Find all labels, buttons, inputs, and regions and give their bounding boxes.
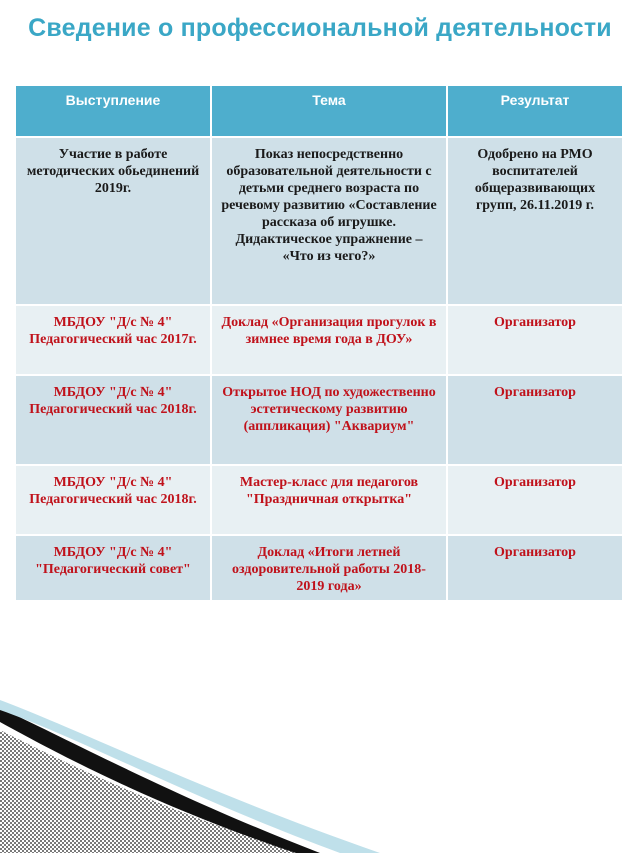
cell-vystuplenie: МБДОУ "Д/с № 4" Педагогический час 2017г. <box>15 305 211 375</box>
table-row <box>15 305 623 375</box>
cell-rezultat: Организатор <box>447 375 623 465</box>
cell-rezultat: Организатор <box>447 465 623 535</box>
cell-tema: Доклад «Итоги летней оздоровительной работы 2018-2019 года» <box>211 535 447 601</box>
cell-rezultat: Одобрено на РМО воспитателей общеразвивающих групп, 26.11.2019 г. <box>447 137 623 305</box>
page-title: Сведение о профессиональной деятельности <box>28 14 612 42</box>
cell-vystuplenie: МБДОУ "Д/с № 4" "Педагогический совет" <box>15 535 211 601</box>
cell-tema: Открытое НОД по художественно эстетическому развитию (аппликация) "Аквариум" <box>211 375 447 465</box>
cell-vystuplenie: Участие в работе методических обьединений 2019г. <box>15 137 211 305</box>
table-row <box>15 375 623 465</box>
decorative-swoosh <box>0 700 640 853</box>
cell-rezultat: Организатор <box>447 535 623 601</box>
column-header-vystuplenie: Выступление <box>15 85 211 137</box>
table-row <box>15 137 623 305</box>
cell-rezultat: Организатор <box>447 305 623 375</box>
activity-table <box>14 84 624 602</box>
cell-vystuplenie: МБДОУ "Д/с № 4" Педагогический час 2018г. <box>15 465 211 535</box>
table-row <box>15 465 623 535</box>
cell-tema: Показ непосредственно образовательной деятельности с детьми среднего возраста по речевому развитию «Составление рассказа об игрушке. Дидактическое упражнение – «Что из чего?» <box>211 137 447 305</box>
cell-tema: Доклад «Организация прогулок в зимнее время года в ДОУ» <box>211 305 447 375</box>
column-header-rezultat: Результат <box>447 85 623 137</box>
table-row <box>15 535 623 601</box>
cell-tema: Мастер-класс для педагогов "Праздничная открытка" <box>211 465 447 535</box>
column-header-tema: Тема <box>211 85 447 137</box>
cell-vystuplenie: МБДОУ "Д/с № 4" Педагогический час 2018г. <box>15 375 211 465</box>
table-header-row <box>15 85 623 137</box>
